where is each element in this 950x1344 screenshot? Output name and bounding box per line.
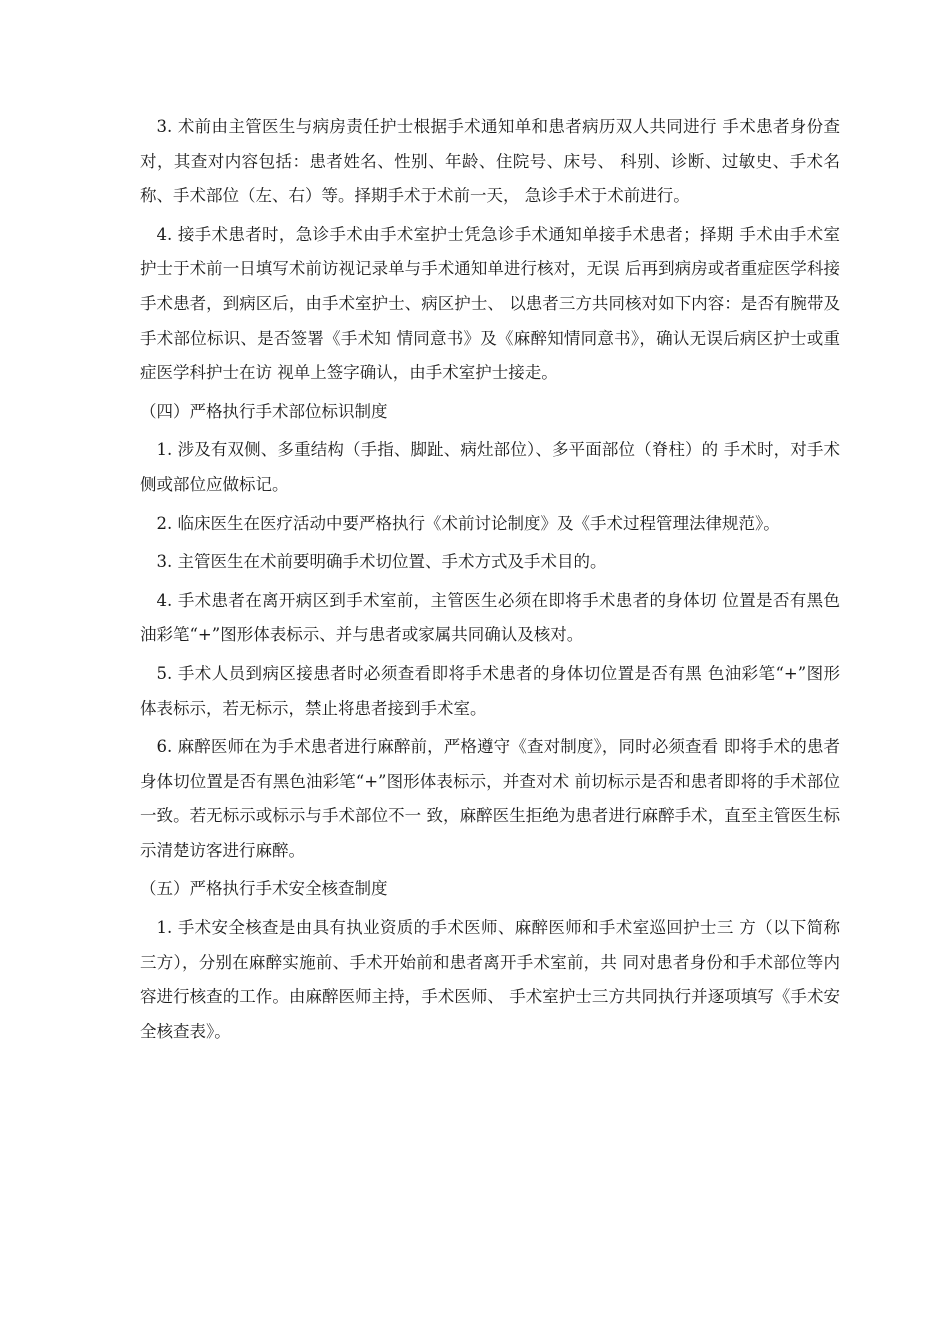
paragraph-safety-check-definition: 1. 手术安全核查是由具有执业资质的手术医师、麻醉医师和手术室巡回护士三 方（以下简称三方），分别在麻醉实施前、手术开始前和患者离开手术室前，共 同对患者身份和手术部位等内容进行核查的工作。由麻醉医师主持，手术医师、 手术室护士三方共同执行并逐项填写《手术安全核查表》。 <box>140 918 840 1041</box>
document-page <box>140 110 840 1053</box>
paragraph-anesthesiologist-check: 6. 麻醉医师在为手术患者进行麻醉前，严格遵守《查对制度》，同时必须查看 即将手术的患者身体切位置是否有黑色油彩笔“+”图形体表标示，并查对术 前切标示是否和患者即将的手术部位一致。若无标示或标示与手术部位不一 致，麻醉医生拒绝为患者进行麻醉手术，直至主管医生标示清楚访客进行麻醉。 <box>140 737 840 860</box>
paragraph-staff-check-mark: 5. 手术人员到病区接患者时必须查看即将手术患者的身体切位置是否有黑 色油彩笔“+”图形体表标示，若无标示，禁止将患者接到手术室。 <box>140 663 840 718</box>
paragraph-surgeon-clarify: 3. 主管医生在术前要明确手术切位置、手术方式及手术目的。 <box>156 552 607 572</box>
section-heading-safety-check: （五）严格执行手术安全核查制度 <box>140 879 388 899</box>
paragraph-mark-before-leaving-ward: 4. 手术患者在离开病区到手术室前，主管医生必须在即将手术患者的身体切 位置是否有黑色油彩笔“+”图形体表标示、并与患者或家属共同确认及核对。 <box>140 590 840 645</box>
paragraph-pre-op-identity-check: 3. 术前由主管医生与病房责任护士根据手术通知单和患者病历双人共同进行 手术患者身份查对，其查对内容包括：患者姓名、性别、年龄、住院号、床号、 科别、诊断、过敏史、手术名称、手术部位（左、右）等。择期手术于术前一天， 急诊手术于术前进行。 <box>140 117 840 206</box>
section-heading-site-marking: （四）严格执行手术部位标识制度 <box>140 401 388 421</box>
paragraph-patient-pickup: 4. 接手术患者时，急诊手术由手术室护士凭急诊手术通知单接手术患者；择期 手术由手术室护士于术前一日填写术前访视记录单与手术通知单进行核对，无误 后再到病房或者重症医学科接手术患者，到病区后，由手术室护士、病区护士、 以患者三方共同核对如下内容：是否有腕带及手术部位标识、是否签署《手术知 情同意书》及《麻醉知情同意书》，确认无误后病区护士或重症医学科护士在访 视单上签字确认，由手术室护士接走。 <box>140 224 840 383</box>
paragraph-marking-scope: 1. 涉及有双侧、多重结构（手指、脚趾、病灶部位）、多平面部位（脊柱）的 手术时，对手术侧或部位应做标记。 <box>140 440 840 494</box>
paragraph-clinician-compliance: 2. 临床医生在医疗活动中要严格执行《术前讨论制度》及《手术过程管理法律规范》。 <box>156 513 780 533</box>
